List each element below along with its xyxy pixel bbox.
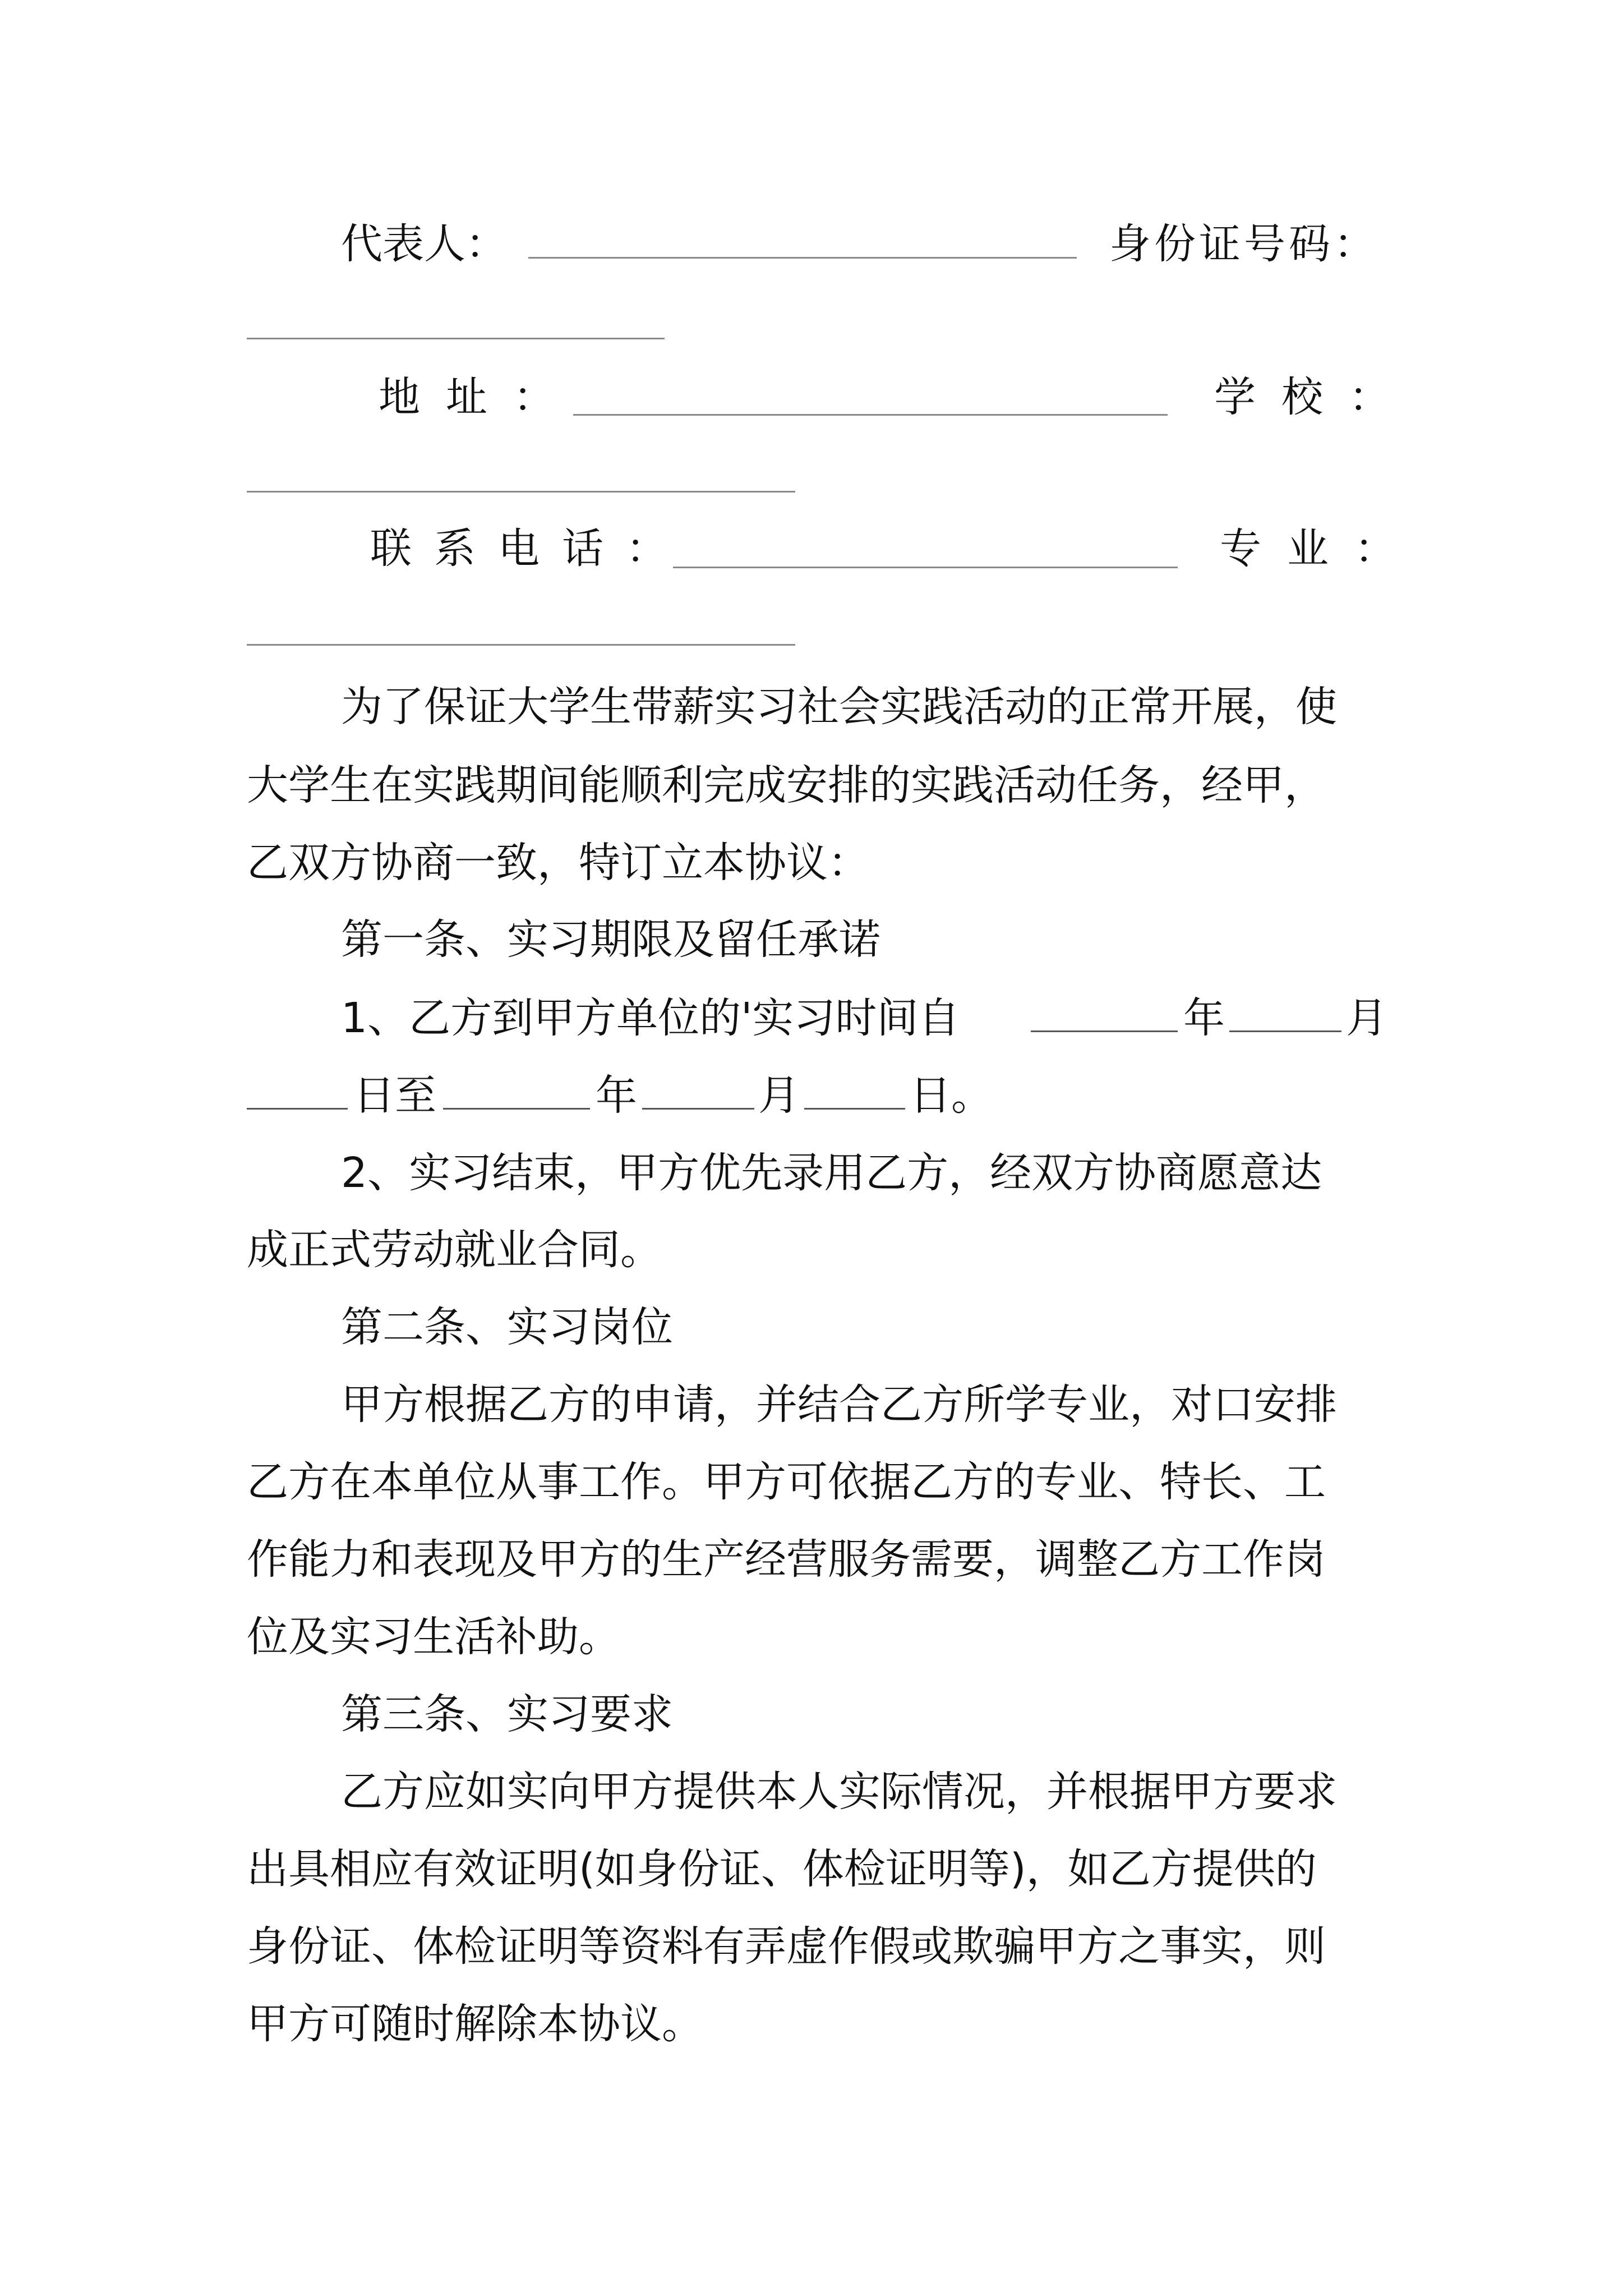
school-input-line[interactable] <box>247 491 795 493</box>
start-month-blank[interactable] <box>1229 1030 1341 1032</box>
article-3-title: 第三条、实习要求 <box>341 1690 673 1738</box>
article-2-title: 第二条、实习岗位 <box>341 1303 673 1351</box>
school-label: 学校： <box>1214 373 1416 421</box>
article-1-item-1-line-2: 日至 年 月 日。 <box>0 1062 1623 1129</box>
article-3-line-2: 出具相应有效证明(如身份证、体检证明等)，如乙方提供的 <box>247 1845 1317 1893</box>
intro-line-1: 为了保证大学生带薪实习社会实践活动的正常开展，使 <box>341 683 1337 731</box>
representative-row <box>0 210 1623 278</box>
article-2-line-1: 甲方根据乙方的申请，并结合乙方所学专业，对口安排 <box>341 1381 1337 1429</box>
start-year-blank[interactable] <box>1031 1030 1178 1032</box>
major-input-line[interactable] <box>247 644 795 646</box>
article-2-line-3: 作能力和表现及甲方的生产经营服务需要，调整乙方工作岗 <box>247 1535 1326 1584</box>
article-2-line-2: 乙方在本单位从事工作。甲方可依据乙方的专业、特长、工 <box>247 1458 1326 1506</box>
article-1-item-1-line-1: 1、乙方到甲方单位的'实习时间自 年 月 <box>341 994 1387 1042</box>
address-row <box>0 364 1623 431</box>
representative-input-line[interactable] <box>528 257 1077 259</box>
phone-input-line[interactable] <box>673 567 1178 568</box>
end-day-blank[interactable] <box>804 1108 905 1110</box>
phone-label: 联系电话： <box>370 524 690 573</box>
start-day-blank[interactable] <box>247 1108 348 1110</box>
id-number-input-line[interactable] <box>247 338 665 339</box>
intro-line-2: 大学生在实践期间能顺利完成安排的实践活动任务，经甲， <box>247 761 1326 809</box>
article-1-item-2-line-1: 2、实习结束，甲方优先录用乙方，经双方协商愿意达 <box>341 1149 1322 1197</box>
article-1-title: 第一条、实习期限及留任承诺 <box>341 915 880 964</box>
end-year-blank[interactable] <box>443 1108 590 1110</box>
article-3-line-1: 乙方应如实向甲方提供本人实际情况，并根据甲方要求 <box>341 1768 1337 1816</box>
representative-label: 代表人： <box>341 220 507 268</box>
id-number-label: 身份证号码： <box>1109 220 1378 268</box>
intro-line-3: 乙双方协商一致，特订立本协议： <box>247 839 869 887</box>
address-input-line[interactable] <box>573 414 1168 416</box>
article-2-line-4: 位及实习生活补助。 <box>247 1613 620 1661</box>
article-1-item-2-line-2: 成正式劳动就业合同。 <box>247 1226 662 1274</box>
article-3-line-3: 身份证、体检证明等资料有弄虚作假或欺骗甲方之事实，则 <box>247 1922 1326 1971</box>
end-month-blank[interactable] <box>642 1108 754 1110</box>
phone-row <box>0 515 1623 582</box>
address-label: 地址： <box>379 373 580 421</box>
major-label: 专业： <box>1220 524 1422 573</box>
article-3-line-4: 甲方可随时解除本协议。 <box>247 2000 703 2048</box>
